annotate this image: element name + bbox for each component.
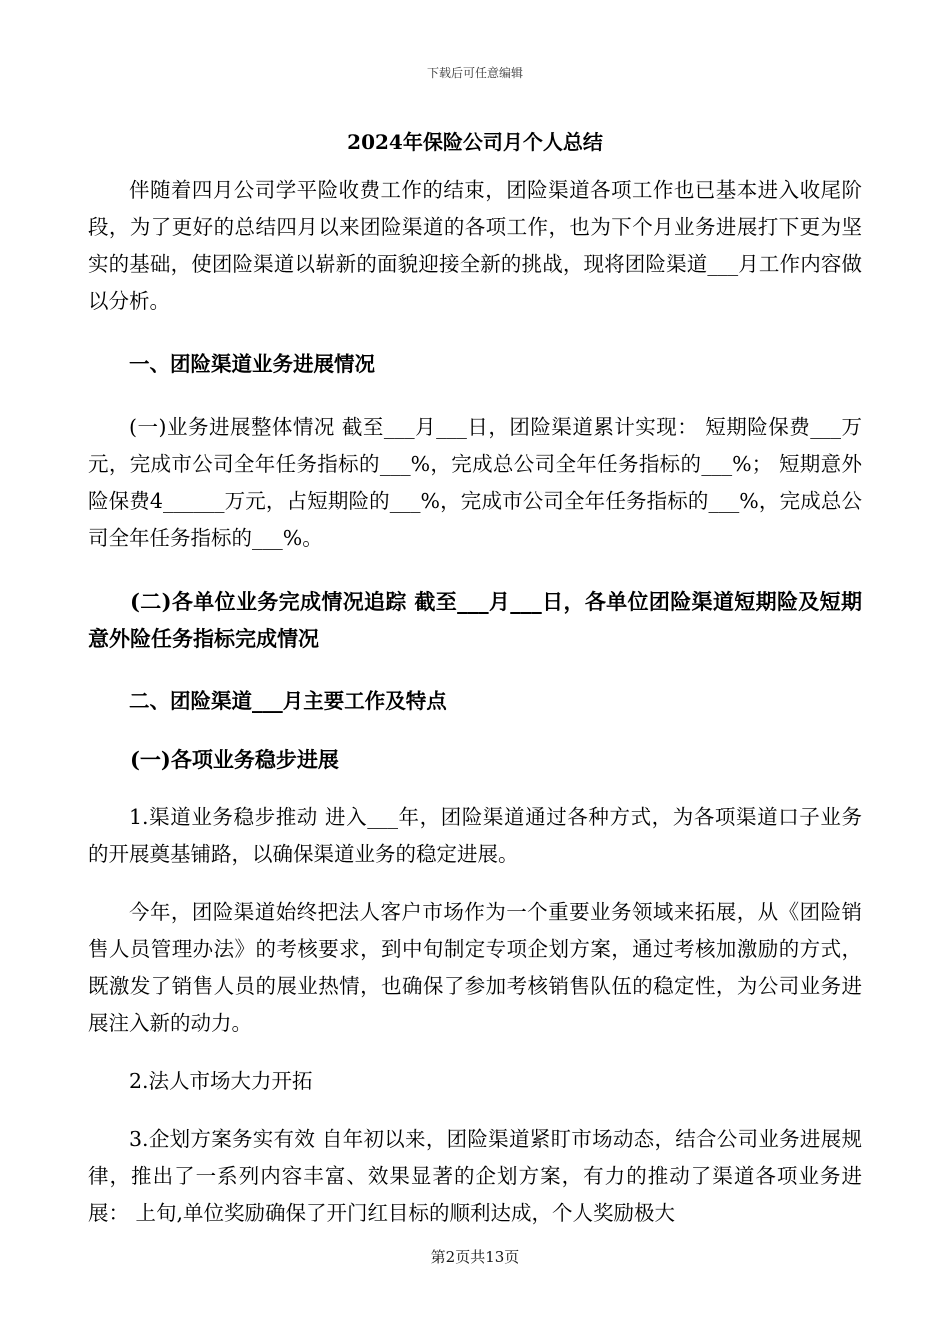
page-footer: 第2页共13页 [430, 1248, 520, 1266]
document-body [88, 172, 862, 1232]
paragraph-overall-progress: (一)业务进展整体情况 截至___月___日，团险渠道累计实现： 短期险保费___万元，完成市公司全年任务指标的___%，完成总公司全年任务指标的___%； 短期意外险保费4______万元，占短期险的___%，完成市公司全年任务指标的___%，完成总公司全年任务指标的___%。 [88, 415, 862, 550]
paragraph-planning: 3.企划方案务实有效 自年初以来，团险渠道紧盯市场动态，结合公司业务进展规律，推出了一系列内容丰富、效果显著的企划方案，有力的推动了渠道各项业务进展： 上旬,单位奖励确保了开门红目标的顺利达成，个人奖励极大 [88, 1127, 862, 1225]
paragraph-corporate-expansion: 2.法人市场大力开拓 [129, 1069, 313, 1093]
header-note: 下载后可任意编辑 [426, 66, 523, 80]
section-heading-1: 一、团险渠道业务进展情况 [129, 352, 375, 376]
paragraph-intro: 伴随着四月公司学平险收费工作的结束，团险渠道各项工作也已基本进入收尾阶段，为了更好的总结四月以来团险渠道的各项工作，也为下个月业务进展打下更为坚实的基础，使团险渠道以崭新的面貌迎接全新的挑战，现将团险渠道___月工作内容做以分析。 [88, 178, 862, 313]
paragraph-corporate-market: 今年，团险渠道始终把法人客户市场作为一个重要业务领域来拓展，从《团险销售人员管理办法》的考核要求，到中旬制定专项企划方案，通过考核加激励的方式，既激发了销售人员的展业热情，也确保了参加考核销售队伍的稳定性，为公司业务进展注入新的动力。 [88, 900, 862, 1035]
paragraph-unit-tracking: (二)各单位业务完成情况追踪 截至___月___日，各单位团险渠道短期险及短期意外险任务指标完成情况 [88, 589, 862, 651]
section-heading-2: 二、团险渠道___月主要工作及特点 [129, 689, 447, 713]
paragraph-channel-business: 1.渠道业务稳步推动 进入___年，团险渠道通过各种方式，为各项渠道口子业务的开展奠基铺路，以确保渠道业务的稳定进展。 [88, 805, 862, 866]
document-title: 2024年保险公司月个人总结 [347, 130, 603, 154]
subsection-heading-steady: (一)各项业务稳步进展 [130, 747, 339, 772]
